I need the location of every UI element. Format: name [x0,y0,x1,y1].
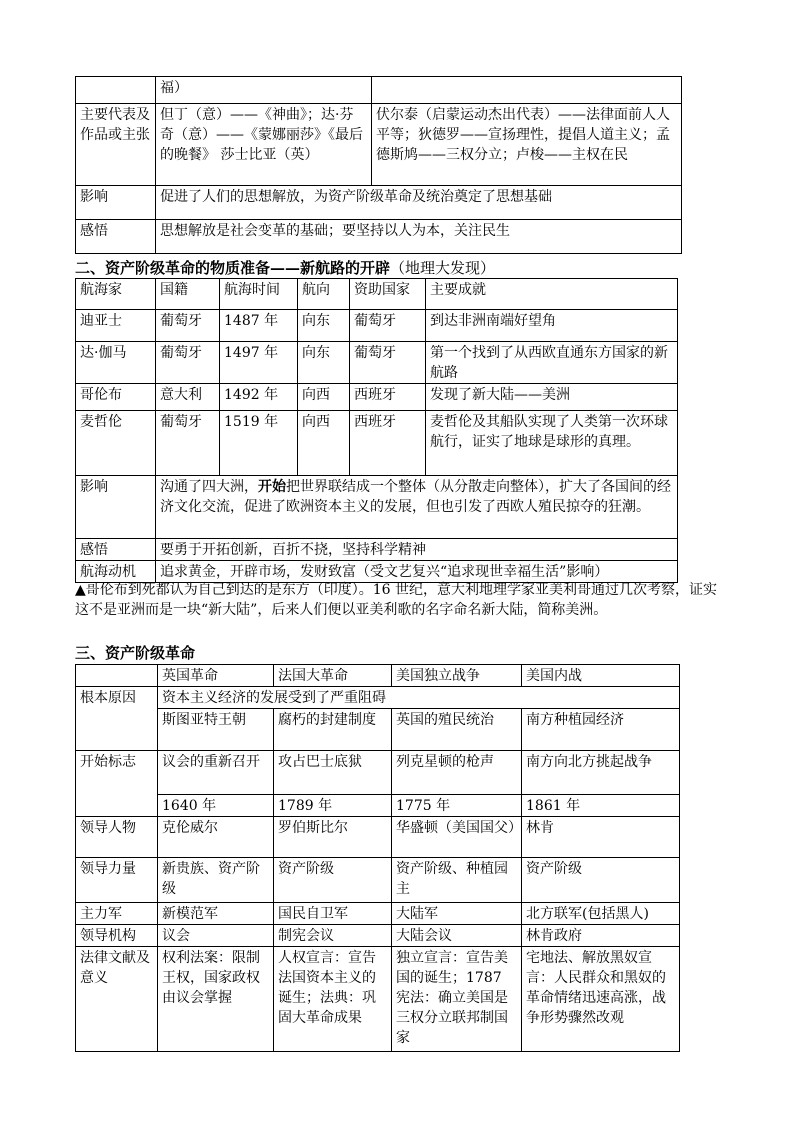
table-cell: 腐朽的封建制度 [274,709,392,751]
table-row [76,342,678,384]
row-label: 航海动机 [76,561,156,583]
table-cell: 华盛顿（美国国父） [392,817,522,858]
table-cell: 1789 年 [274,795,392,817]
table-cell: 向东 [298,310,350,342]
table-cell [76,77,156,104]
table-row [76,186,682,220]
table-cell: 攻占巴士底狱 [274,751,392,795]
column-header [76,665,158,687]
impact-text-start: 沟通了四大洲， [160,479,258,495]
table-cell: 1861 年 [522,795,680,817]
table-row [76,539,678,561]
table-cell: 向东 [298,342,350,384]
column-header: 法国大革命 [274,665,392,687]
section-title: 二、资产阶级革命的物质准备——新航路的开辟 [75,259,391,277]
table-cell: 向西 [298,411,350,476]
table-row [76,858,680,903]
table-row [76,77,682,104]
table-cell: 达·伽马 [76,342,156,384]
table-cell [372,77,682,104]
table-cell: 伏尔泰（启蒙运动杰出代表）——法律面前人人平等；狄德罗——宣扬理性，提倡人道主义；孟德斯鸠——三权分立；卢梭——主权在民 [372,104,682,186]
column-header: 航海时间 [220,279,298,310]
table-cell: 罗伯斯比尔 [274,817,392,858]
bourgeois-revolutions-table [75,664,680,1052]
row-label: 影响 [76,476,156,539]
table-cell: 促进了人们的思想解放，为资产阶级革命及统治奠定了思想基础 [156,186,682,220]
table-row [76,795,680,817]
row-label: 领导力量 [76,858,158,903]
table-row [76,709,680,751]
section-subtitle: （地理大发现） [390,259,496,277]
table-cell: 要勇于开拓创新，百折不挠，坚持科学精神 [156,539,678,561]
table-cell: 新贵族、资产阶级 [158,858,274,903]
table-cell: 北方联军(包括黑人) [522,903,680,925]
table-cell: 林肯政府 [522,925,680,947]
table-cell [156,476,678,539]
table-cell: 葡萄牙 [156,411,220,476]
table-cell: 葡萄牙 [350,310,426,342]
row-label: 根本原因 [76,687,158,751]
table-row [76,476,678,539]
table-cell: 资本主义经济的发展受到了严重阻碍 [158,687,680,709]
table-cell: 追求黄金，开辟市场，发财致富（受文艺复兴“追求现世幸福生活”影响） [156,561,678,583]
table-cell: 福） [156,77,372,104]
table-row [76,925,680,947]
table-cell: 林肯 [522,817,680,858]
table-cell: 权利法案：限制王权，国家政权由议会掌握 [158,947,274,1052]
table-cell: 哥伦布 [76,384,156,411]
column-header: 主要成就 [426,279,678,310]
table-row [76,220,682,254]
table-cell: 葡萄牙 [156,342,220,384]
table-cell: 麦哲伦及其船队实现了人类第一次环球航行，证实了地球是球形的真理。 [426,411,678,476]
table-cell: 意大利 [156,384,220,411]
table-cell: 南方向北方挑起战争 [522,751,680,795]
table-cell: 1775 年 [392,795,522,817]
table-cell: 独立宣言：宣告美国的诞生；1787 宪法：确立美国是三权分立联邦制国家 [392,947,522,1052]
table-cell: 大陆军 [392,903,522,925]
table-cell: 迪亚士 [76,310,156,342]
table-row [76,687,680,709]
table-cell: 1640 年 [158,795,274,817]
table-row [76,384,678,411]
table-cell: 第一个找到了从西欧直通东方国家的新航路 [426,342,678,384]
table-cell: 资产阶级 [274,858,392,903]
table-row [76,411,678,476]
table-cell: 斯图亚特王朝 [158,709,274,751]
table-cell: 到达非洲南端好望角 [426,310,678,342]
table-cell: 英国的殖民统治 [392,709,522,751]
table-cell: 人权宣言：宣告法国资本主义的诞生；法典：巩固大革命成果 [274,947,392,1052]
table-cell: 西班牙 [350,384,426,411]
table-cell: 制宪会议 [274,925,392,947]
row-label: 影响 [76,186,156,220]
section-title: 三、资产阶级革命 [75,644,196,662]
table-cell: 南方种植园经济 [522,709,680,751]
table-cell: 1519 年 [220,411,298,476]
column-header: 美国独立战争 [392,665,522,687]
table-cell: 列克星顿的枪声 [392,751,522,795]
table-cell: 葡萄牙 [350,342,426,384]
table-cell: 麦哲伦 [76,411,156,476]
row-label: 领导机构 [76,925,158,947]
row-label: 主要代表及作品或主张 [76,104,156,186]
renaissance-enlightenment-table [75,76,682,254]
table-row [76,903,680,925]
impact-text-bold: 开始 [258,479,286,495]
column-header: 航海家 [76,279,156,310]
column-header: 美国内战 [522,665,680,687]
row-label: 主力军 [76,903,158,925]
table-header-row [76,665,680,687]
row-label: 开始标志 [76,751,158,817]
row-label: 感悟 [76,220,156,254]
table-row [76,310,678,342]
column-header: 航向 [298,279,350,310]
section-heading [75,258,495,278]
table-cell: 1492 年 [220,384,298,411]
table-cell: 资产阶级、种植园主 [392,858,522,903]
table-cell: 克伦威尔 [158,817,274,858]
column-header: 资助国家 [350,279,426,310]
table-cell: 国民自卫军 [274,903,392,925]
table-row [76,947,680,1052]
row-label: 感悟 [76,539,156,561]
table-cell: 议会 [158,925,274,947]
table-cell: 发现了新大陆——美洲 [426,384,678,411]
table-row [76,104,682,186]
table-cell: 新模范军 [158,903,274,925]
column-header: 英国革命 [158,665,274,687]
table-row [76,817,680,858]
columbus-note: ▲哥伦布到死都认为自己到达的是东方（印度）。16 世纪，意大利地理学家亚美利哥通过几次考察，证实这不是亚洲而是一块“新大陆”，后来人们便以亚美利歌的名字命名新大陆，简称美洲。 [75,582,718,618]
new-sea-routes-table [75,278,678,583]
table-cell: 思想解放是社会变革的基础；要坚持以人为本，关注民生 [156,220,682,254]
table-cell: 议会的重新召开 [158,751,274,795]
table-cell: 向西 [298,384,350,411]
table-cell: 大陆会议 [392,925,522,947]
section-heading [75,643,195,663]
table-cell: 1497 年 [220,342,298,384]
table-cell: 宅地法、解放黑奴宣言：人民群众和黑奴的革命情绪迅速高涨，战争形势骤然改观 [522,947,680,1052]
table-row [76,751,680,795]
table-cell: 西班牙 [350,411,426,476]
row-label: 领导人物 [76,817,158,858]
table-cell: 但丁（意）——《神曲》；达·芬奇（意）——《蒙娜丽莎》《最后的晚餐》 莎士比亚（英） [156,104,372,186]
table-cell: 葡萄牙 [156,310,220,342]
column-header: 国籍 [156,279,220,310]
impact-text-rest: 把世界联结成一个整体（从分散走向整体），扩大了各国间的经济文化交流，促进了欧洲资本主义的发展，但也引发了西欧人殖民掠夺的狂潮。 [160,479,671,515]
row-label: 法律文献及意义 [76,947,158,1052]
table-cell: 1487 年 [220,310,298,342]
table-header-row [76,279,678,310]
table-cell: 资产阶级 [522,858,680,903]
